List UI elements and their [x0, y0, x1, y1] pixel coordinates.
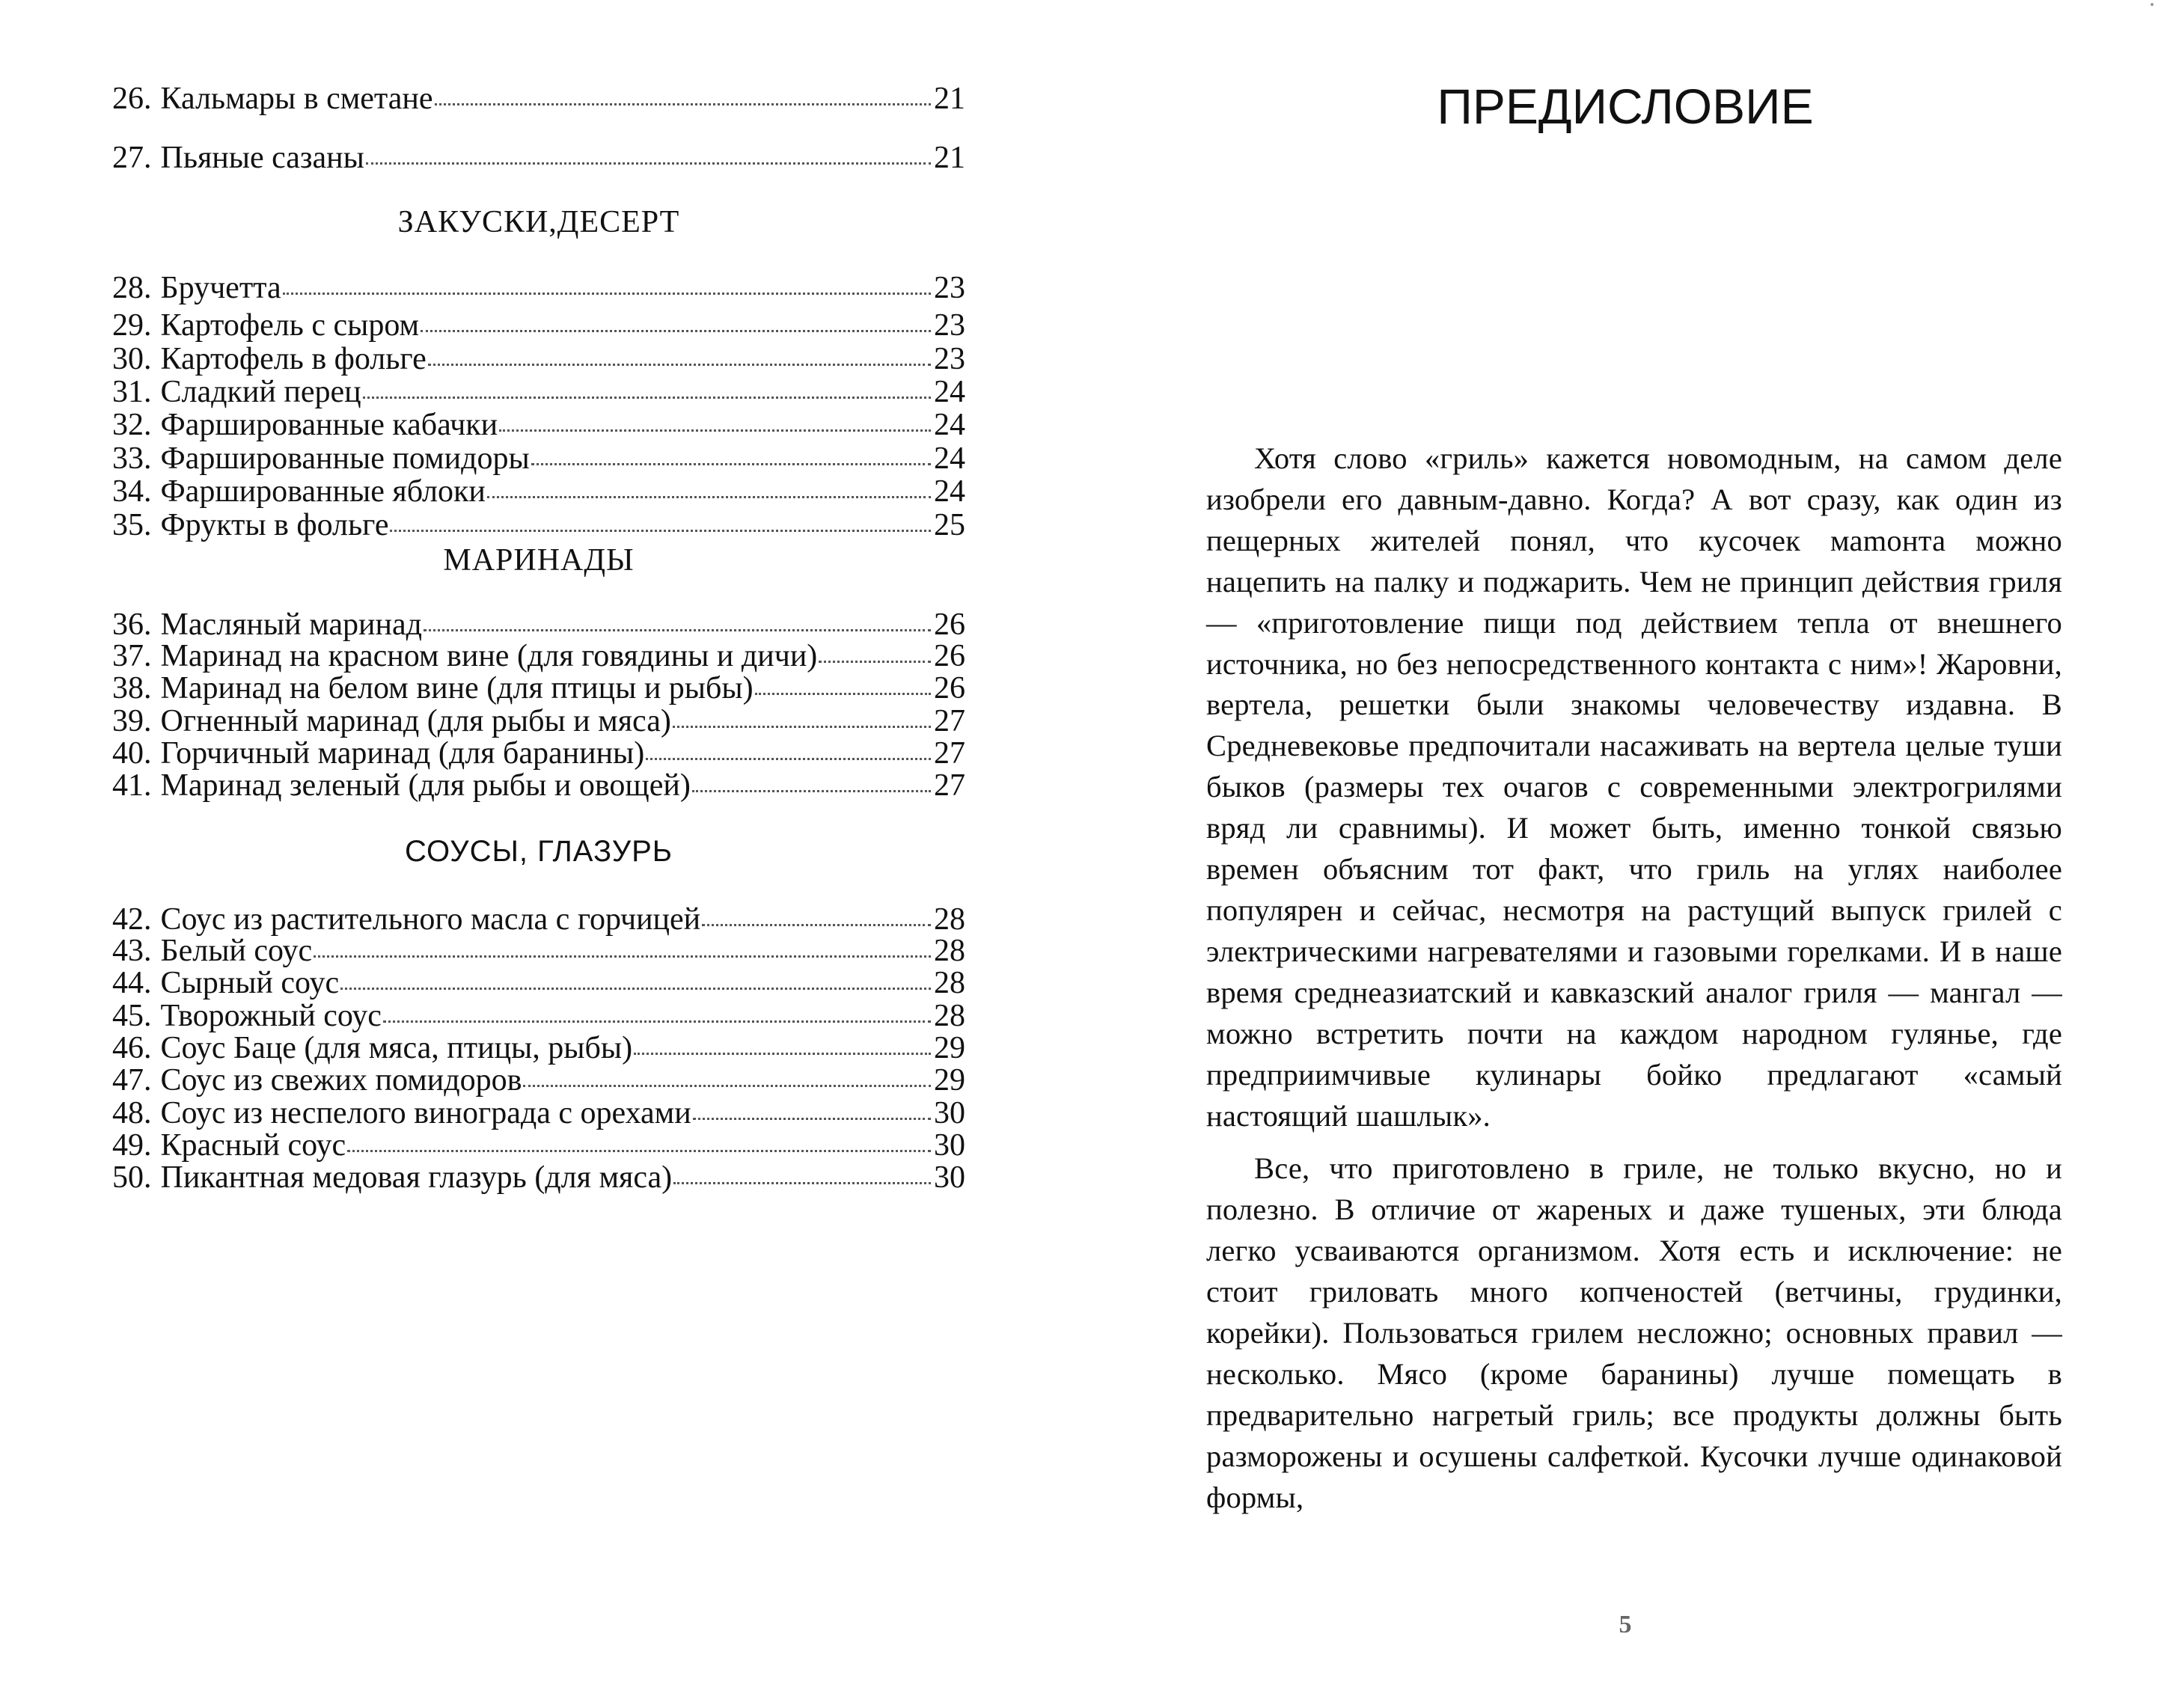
- toc-entry-title: Масляный маринад: [160, 607, 422, 642]
- toc-entry: [112, 307, 965, 344]
- toc-entry: [112, 506, 965, 544]
- toc-leader-dots: [755, 692, 931, 695]
- toc-entry-title: Соус из свежих помидоров: [160, 1063, 522, 1098]
- toc-leader-dots: [363, 396, 931, 399]
- toc-entry-title: Соус Баце (для мяса, птицы, рыбы): [160, 1031, 633, 1065]
- toc-entry-number: 27.: [112, 141, 152, 175]
- toc-entry-title: Сладкий перец: [160, 375, 361, 409]
- toc-entry-title: Фаршированные кабачки: [160, 408, 498, 442]
- toc-entry-number: 35.: [112, 508, 152, 542]
- toc-leader-dots: [702, 923, 931, 926]
- toc-entry-page: 26: [934, 671, 965, 705]
- toc-entry-number: 50.: [112, 1160, 152, 1195]
- toc-entry-page: 28: [934, 999, 965, 1033]
- toc-entry-page: 29: [934, 1031, 965, 1065]
- toc-entry-title: Творожный соус: [160, 999, 382, 1033]
- toc-entry-title: Огненный маринад (для рыбы и мяса): [160, 704, 671, 738]
- toc-entry: [112, 670, 965, 707]
- toc-entry-number: 42.: [112, 902, 152, 937]
- toc-entry-number: 26.: [112, 82, 152, 116]
- preface-body: [1206, 438, 2062, 1531]
- toc-entry-page: 26: [934, 639, 965, 673]
- toc-entry-page: 21: [934, 141, 965, 175]
- toc-entry: [112, 406, 965, 444]
- page-number: 5: [1619, 1611, 1632, 1638]
- toc-entry-number: 33.: [112, 441, 152, 476]
- toc-leader-dots: [428, 363, 931, 366]
- toc-entry-number: 40.: [112, 736, 152, 771]
- toc-entry-title: Фрукты в фольге: [160, 508, 389, 542]
- toc-entry-number: 32.: [112, 408, 152, 442]
- toc-section-heading: ЗАКУСКИ,ДЕСЕРТ: [397, 205, 680, 239]
- toc-entry: [112, 373, 965, 411]
- toc-entry-number: 31.: [112, 375, 152, 409]
- toc-entry-number: 37.: [112, 639, 152, 673]
- toc-entry-title: Пьяные сазаны: [160, 141, 364, 175]
- toc-entry-number: 49.: [112, 1128, 152, 1163]
- toc-entry-title: Кальмары в сметане: [160, 82, 433, 116]
- toc-section-heading: СОУСЫ, ГЛАЗУРЬ: [404, 835, 673, 868]
- toc-leader-dots: [692, 789, 931, 792]
- toc-entry-number: 45.: [112, 999, 152, 1033]
- toc-entry-page: 28: [934, 934, 965, 968]
- toc-section-heading: МАРИНАДЫ: [443, 543, 635, 578]
- toc-entry-title: Маринад зеленый (для рыбы и овощей): [160, 768, 691, 803]
- toc-entry: [112, 767, 965, 804]
- toc-entry-page: 30: [934, 1128, 965, 1163]
- toc-entry-number: 38.: [112, 671, 152, 705]
- toc-entry-page: 23: [934, 308, 965, 343]
- toc-entry-number: 34.: [112, 474, 152, 509]
- toc-entry-title: Красный соус: [160, 1128, 346, 1163]
- toc-leader-dots: [523, 1084, 931, 1087]
- toc-entry-title: Белый соус: [160, 934, 313, 968]
- corner-speck: [2151, 3, 2154, 6]
- toc-entry-page: 30: [934, 1096, 965, 1130]
- toc-entry: [112, 473, 965, 510]
- toc-entry-page: 27: [934, 736, 965, 771]
- toc-leader-dots: [819, 660, 931, 663]
- toc-leader-dots: [673, 1181, 931, 1184]
- toc-entry: [112, 1062, 965, 1099]
- toc-entry-page: 27: [934, 768, 965, 803]
- right-page: [1084, 0, 2167, 1708]
- toc-leader-dots: [646, 757, 931, 760]
- toc-entry-page: 26: [934, 607, 965, 642]
- toc-entry-title: Картофель в фольге: [160, 342, 427, 376]
- toc-leader-dots: [421, 329, 931, 332]
- toc-entry-page: 24: [934, 408, 965, 442]
- toc-entry-number: 36.: [112, 607, 152, 642]
- toc-entry: [112, 80, 965, 117]
- toc-entry-title: Сырный соус: [160, 966, 340, 1000]
- toc-entry-number: 44.: [112, 966, 152, 1000]
- toc-entry-page: 27: [934, 704, 965, 738]
- toc-entry: [112, 340, 965, 378]
- toc-leader-dots: [435, 102, 931, 105]
- toc-entry-page: 24: [934, 375, 965, 409]
- toc-entry-title: Маринад на белом вине (для птицы и рыбы): [160, 671, 754, 705]
- page-title: ПРЕДИСЛОВИЕ: [1437, 79, 1814, 134]
- preface-paragraph: Все, что приготовлено в гриле, не только вкусно, но и полезно. В отличие от жареных и даже тушеных, эти блюда легко усваиваются организмом. Хотя есть и исключение: не стоит гриловать много копченостей (ветчины, грудинки, корейки). Пользоваться грилем несложно; основных правил — несколько. Мясо (кроме баранины) лучше помещать в предварительно нагретый гриль; все продукты должны быть разморожены и осушены салфеткой. Кусочки лучше одинаковой формы,: [1206, 1151, 2062, 1514]
- toc-entry: [112, 139, 965, 177]
- toc-entry-title: Бручетта: [160, 271, 281, 305]
- toc-entry-title: Пикантная медовая глазурь (для мяса): [160, 1160, 673, 1195]
- toc-leader-dots: [283, 292, 931, 295]
- toc-entry-number: 46.: [112, 1031, 152, 1065]
- toc-leader-dots: [693, 1117, 931, 1120]
- toc-entry-page: 25: [934, 508, 965, 542]
- toc-leader-dots: [634, 1052, 931, 1055]
- toc-entry-page: 24: [934, 474, 965, 509]
- toc-entry-page: 28: [934, 902, 965, 937]
- toc-leader-dots: [347, 1149, 931, 1152]
- toc-entry-number: 28.: [112, 271, 152, 305]
- toc-entry-page: 23: [934, 271, 965, 305]
- toc-entry-page: 24: [934, 441, 965, 476]
- toc-entry-number: 41.: [112, 768, 152, 803]
- toc-leader-dots: [673, 725, 931, 728]
- toc-leader-dots: [390, 529, 931, 532]
- toc-leader-dots: [366, 162, 931, 165]
- toc-entry-number: 47.: [112, 1063, 152, 1098]
- toc-entry-title: Соус из неспелого винограда с орехами: [160, 1096, 691, 1130]
- toc-entry-number: 39.: [112, 704, 152, 738]
- toc-leader-dots: [487, 495, 931, 498]
- toc-entry-title: Соус из растительного масла с горчицей: [160, 902, 701, 937]
- toc-entry-title: Горчичный маринад (для баранины): [160, 736, 645, 771]
- toc-entry-page: 28: [934, 966, 965, 1000]
- toc-entry-number: 48.: [112, 1096, 152, 1130]
- toc-entry: [112, 964, 965, 1002]
- toc-leader-dots: [499, 429, 931, 432]
- toc-entry-title: Картофель с сыром: [160, 308, 420, 343]
- toc-entry-title: Фаршированные помидоры: [160, 441, 530, 476]
- toc-entry-page: 21: [934, 82, 965, 116]
- toc-entry-page: 23: [934, 342, 965, 376]
- toc-entry-page: 29: [934, 1063, 965, 1098]
- toc-leader-dots: [383, 1020, 931, 1023]
- toc-entry-page: 30: [934, 1160, 965, 1195]
- toc-entry-number: 29.: [112, 308, 152, 343]
- toc-entry: [112, 1159, 965, 1196]
- toc-entry-title: Фаршированные яблоки: [160, 474, 486, 509]
- toc-entry-title: Маринад на красном вине (для говядины и дичи): [160, 639, 818, 673]
- toc-entry: [112, 440, 965, 477]
- toc-leader-dots: [314, 955, 931, 958]
- toc-leader-dots: [424, 628, 931, 631]
- toc-entry-number: 30.: [112, 342, 152, 376]
- toc-entry-number: 43.: [112, 934, 152, 968]
- toc-leader-dots: [531, 462, 931, 465]
- toc-leader-dots: [340, 987, 931, 990]
- preface-paragraph: Хотя слово «гриль» кажется новомодным, на самом деле изобрели его давным-давно. Когда? А вот сразу, как один из пещерных жителей понял, что кусочек маmонта можно нацепить на палку и поджарить. Чем не принцип действия гриля — «приготовление пищи под действием тепла от внешнего источника, но без непосредственного контакта с ним»! Жаровни, вертела, решетки были знакомы человечеству издавна. В Средневековье предпочитали насаживать на вертела целые туши быков (размеры тех очагов с современными электрогрилями вряд ли сравнимы). И может быть, именно тонкой связью времен объясним тот факт, что гриль на углях наиболее популярен и сейчас, несмотря на растущий выпуск грилей с электрическими нагревателями и газовыми горелками. И в наше время среднеазиатский и кавказский аналог гриля — мангал — можно встретить почти на каждом народном гулянье, где предприимчивые кулинары бойко предлагают «самый настоящий шашлык».: [1206, 441, 2062, 1133]
- toc-entry: [112, 269, 965, 307]
